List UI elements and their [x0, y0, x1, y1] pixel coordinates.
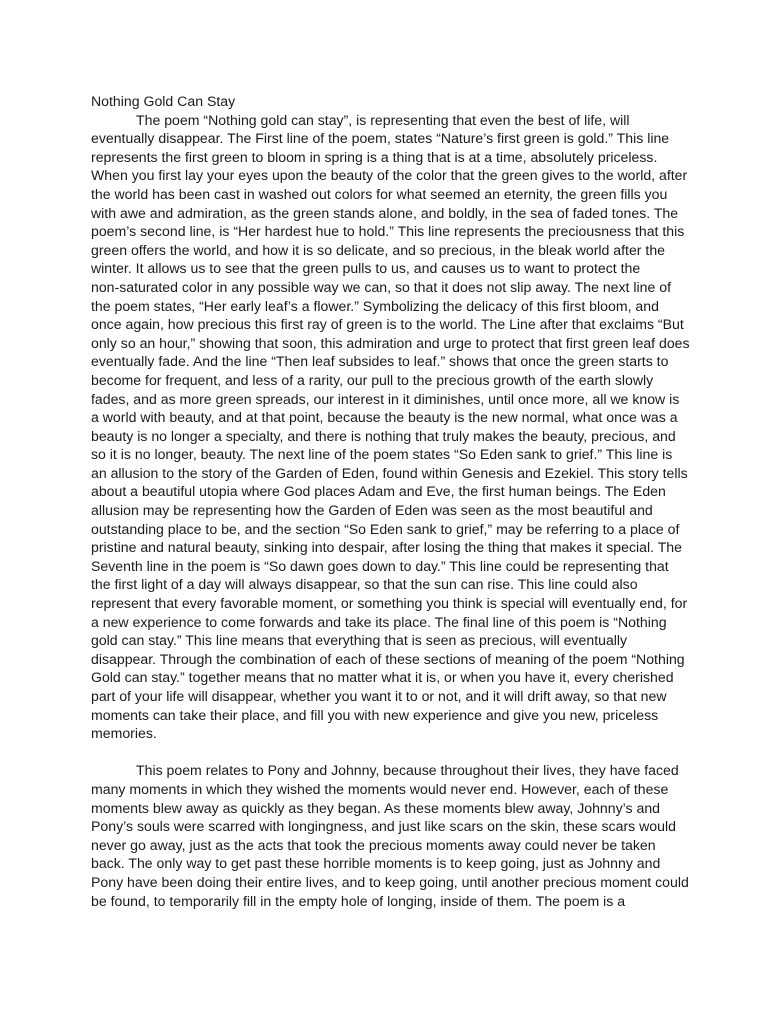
text-line: moments can take their place, and fill you with new experience and give you new, priceless: [91, 706, 659, 723]
text-line: back. The only way to get past these horrible moments is to keep going, just as Johnny and: [91, 855, 661, 872]
text-line: represent that every favorable moment, or something you think is special will eventually end, for: [91, 595, 688, 612]
document-title: Nothing Gold Can Stay: [91, 93, 236, 109]
text-line: memories.: [91, 725, 157, 742]
text-line: the world has been cast in washed out colors for what seemed an eternity, the green fills you: [91, 185, 668, 202]
text-line: an allusion to the story of the Garden of Eden, found within Genesis and Ezekiel. This story tells: [91, 464, 688, 481]
text-line: with awe and admiration, as the green stands alone, and boldly, in the sea of faded tones. The: [91, 204, 679, 221]
text-line: Seventh line in the poem is “So dawn goes down to day.” This line could be representing that: [91, 557, 669, 574]
text-line: about a beautiful utopia where God places Adam and Eve, the first human beings. The Eden: [91, 483, 666, 500]
text-line: fades, and as more green spreads, our interest in it diminishes, until once more, all we know is: [91, 390, 680, 407]
text-line: part of your life will disappear, whether you want it to or not, and it will drift away, so that new: [91, 688, 667, 704]
text-line: once again, how precious this first ray of green is to the world. The Line after that exclaims “But: [91, 316, 684, 333]
text-line: green offers the world, and how it is so delicate, and so precious, in the bleak world after the: [91, 241, 665, 258]
text-line: a world with beauty, and at that point, because the beauty is the new normal, what once was a: [91, 409, 678, 426]
text-line: Pony’s souls were scarred with longingness, and just like scars on the skin, these scars would: [91, 818, 676, 835]
text-line: Pony have been doing their entire lives, and to keep going, until another precious moment could: [91, 873, 689, 890]
text-line: winter. It allows us to see that the green pulls to us, and causes us to want to protect the: [91, 260, 641, 277]
text-line: beauty is no longer a specialty, and there is nothing that truly makes the beauty, precious, and: [91, 427, 676, 444]
text-line: be found, to temporarily fill in the empty hole of longing, inside of them. The poem is a: [91, 892, 626, 909]
text-line: This poem relates to Pony and Johnny, because throughout their lives, they have faced: [136, 762, 679, 779]
text-line: When you first lay your eyes upon the beauty of the color that the green gives to the world, after: [91, 167, 688, 184]
text-line: moments blew away as quickly as they began. As these moments blew away, Johnny’s and: [91, 799, 661, 816]
text-line: never go away, just as the acts that took the precious moments away could never be taken: [91, 836, 656, 853]
document-body: [91, 92, 690, 910]
text-line: allusion may be representing how the Garden of Eden was seen as the most beautiful and: [91, 502, 653, 519]
text-line: so it is no longer, beauty. The next line of the poem states “So Eden sank to grief.” This line is: [91, 446, 673, 463]
paragraph-2: [91, 761, 689, 910]
text-line: non-saturated color in any possible way we can, so that it does not slip away. The next line of: [91, 278, 671, 295]
paragraph-1: [91, 111, 690, 743]
paragraph-gap: [91, 743, 679, 762]
text-line: eventually fade. And the line “Then leaf subsides to leaf.” shows that once the green starts to: [91, 353, 669, 370]
text-line: Gold can stay.” together means that no matter what it is, or when you have it, every cherished: [91, 669, 674, 686]
text-line: gold can stay.” This line means that everything that is seen as precious, will eventually: [91, 632, 628, 649]
text-line: poem’s second line, is “Her hardest hue to hold.” This line represents the preciousness that this: [91, 223, 685, 240]
text-line: the first light of a day will always disappear, so that the sun can rise. This line could also: [91, 576, 638, 593]
text-line: represents the first green to bloom in spring is a thing that is at a time, absolutely priceless.: [91, 148, 658, 165]
text-line: only so an hour,” showing that soon, this admiration and urge to protect that first green leaf does: [91, 334, 690, 351]
text-line: The poem “Nothing gold can stay”, is representing that even the best of life, will: [136, 111, 630, 128]
text-line: the poem states, “Her early leaf’s a flower.” Symbolizing the delicacy of this first bloom, and: [91, 297, 659, 314]
text-line: become for frequent, and less of a rarity, our pull to the precious growth of the earth slowly: [91, 371, 654, 388]
text-line: outstanding place to be, and the section “So Eden sank to grief,” may be referring to a place of: [91, 520, 680, 537]
text-line: disappear. Through the combination of each of these sections of meaning of the poem “Nothing: [91, 650, 685, 667]
text-line: pristine and natural beauty, sinking into despair, after losing the thing that makes it special. The: [91, 539, 682, 556]
text-line: a new experience to come forwards and take its place. The final line of this poem is “Nothing: [91, 613, 667, 630]
text-line: eventually disappear. The First line of the poem, states “Nature’s first green is gold.” This line: [91, 130, 670, 147]
text-line: many moments in which they wished the moments would never end. However, each of these: [91, 780, 669, 797]
